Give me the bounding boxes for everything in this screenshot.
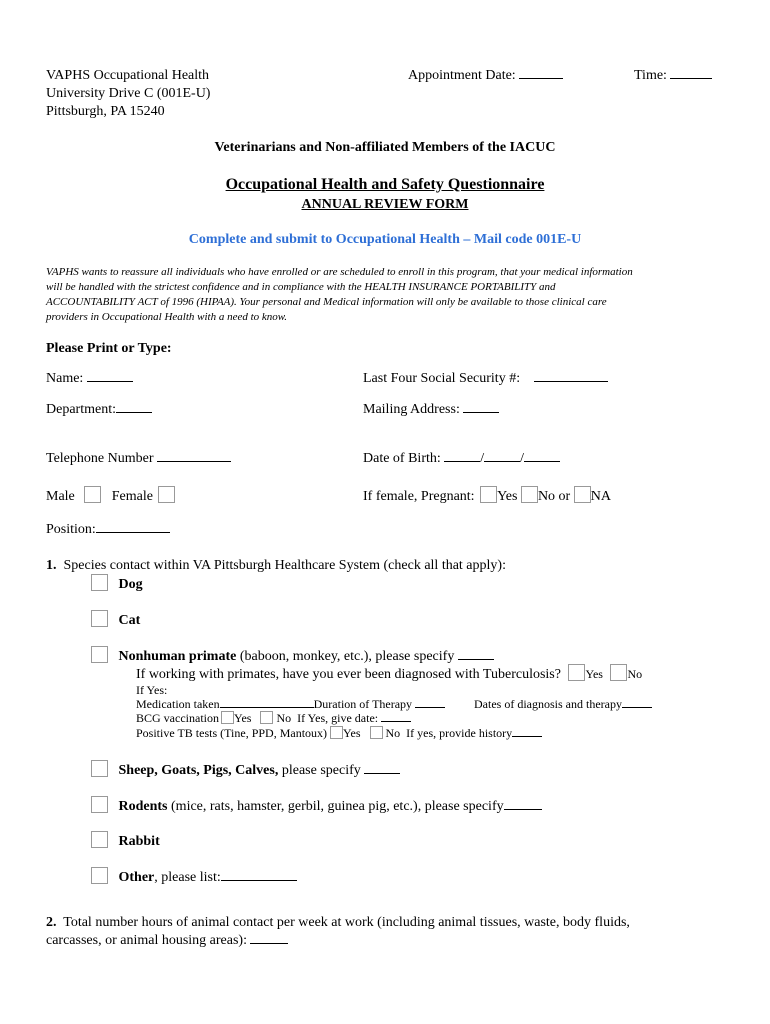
primate-specify-input[interactable]: [458, 649, 494, 660]
tb-yes-label: Yes: [585, 667, 603, 681]
department-label: Department:: [46, 402, 116, 417]
privacy-notice-line: VAPHS wants to reassure all individuals who have enrolled or are scheduled to enroll in this program, that your medical information: [46, 266, 633, 278]
species-cat: [91, 610, 140, 629]
tb-history-input[interactable]: [512, 726, 542, 737]
question-2-line: [46, 933, 288, 949]
dob-separator: /: [520, 451, 525, 466]
medication-row: [136, 697, 445, 712]
dog-label: Dog: [118, 577, 143, 592]
dates-field: [474, 697, 652, 712]
rodents-label: Rodents: [118, 799, 168, 814]
dob-field[interactable]: [363, 451, 560, 467]
bcg-no-label: No: [276, 711, 292, 725]
medication-label: Medication taken: [136, 697, 220, 711]
bcg-yes-label: Yes: [233, 711, 252, 725]
org-name: VAPHS Occupational Health: [46, 68, 210, 83]
bcg-label: BCG vaccination: [136, 711, 219, 725]
time-field[interactable]: [634, 68, 712, 84]
rodents-specify-input[interactable]: [504, 799, 542, 810]
telephone-field[interactable]: [46, 451, 231, 467]
pregnant-label: If female, Pregnant:: [363, 489, 475, 504]
livestock-label: Sheep, Goats, Pigs, Calves,: [118, 763, 279, 778]
telephone-label: Telephone Number: [46, 451, 154, 466]
pregnant-no-label: No or: [537, 489, 571, 504]
question-1-text: Species contact within VA Pittsburgh Healthcare System (check all that apply):: [63, 558, 506, 573]
species-rodents: [91, 796, 542, 815]
bcg-yes-checkbox[interactable]: [221, 711, 234, 724]
question-1-number: 1.: [46, 558, 57, 573]
privacy-notice-line: will be handled with the strictest confidence and in compliance with the HEALTH INSURANCE PORTABILITY and: [46, 281, 556, 293]
species-rabbit: [91, 831, 160, 850]
other-label: Other: [118, 870, 155, 885]
dates-label: Dates of diagnosis and therapy: [474, 697, 622, 711]
pregnant-no-checkbox[interactable]: [521, 486, 538, 503]
question-2-text-cont: carcasses, or animal housing areas):: [46, 933, 247, 948]
name-field[interactable]: [46, 371, 133, 387]
audience-heading: Veterinarians and Non-affiliated Members of the IACUC: [214, 140, 556, 155]
male-checkbox[interactable]: [84, 486, 101, 503]
appointment-date-label: Appointment Date:: [408, 68, 516, 83]
tb-tests-label: Positive TB tests (Tine, PPD, Mantoux): [136, 726, 328, 740]
tb-tests-row: [136, 726, 542, 741]
species-livestock: [91, 760, 400, 779]
other-list-input[interactable]: [221, 870, 297, 881]
question-2-line: [46, 915, 630, 931]
mailing-address-label: Mailing Address:: [363, 402, 460, 417]
tb-yes-checkbox[interactable]: [568, 664, 585, 681]
cat-checkbox[interactable]: [91, 610, 108, 627]
rabbit-checkbox[interactable]: [91, 831, 108, 848]
duration-label: Duration of Therapy: [313, 697, 413, 711]
species-primate: [91, 646, 494, 665]
org-city-line: Pittsburgh, PA 15240: [46, 104, 165, 119]
tb-tests-yes-checkbox[interactable]: [330, 726, 343, 739]
privacy-notice-line: ACCOUNTABILITY ACT of 1996 (HIPAA). Your personal and Medical information will only be available to those clinical care: [46, 296, 607, 308]
pregnant-yes-label: Yes: [497, 489, 518, 504]
rodents-specify-label: (mice, rats, hamster, gerbil, guinea pig, etc.), please specify: [167, 799, 504, 814]
medication-input[interactable]: [220, 697, 314, 708]
male-label: Male: [46, 489, 75, 504]
female-label: Female: [111, 489, 153, 504]
bcg-date-label: If Yes, give date:: [297, 711, 379, 725]
time-label: Time:: [634, 68, 667, 83]
dob-label: Date of Birth:: [363, 451, 441, 466]
livestock-checkbox[interactable]: [91, 760, 108, 777]
duration-input[interactable]: [415, 697, 445, 708]
species-dog: [91, 574, 143, 593]
tb-no-label: No: [627, 667, 643, 681]
position-field[interactable]: [46, 522, 170, 538]
rabbit-label: Rabbit: [118, 834, 160, 849]
if-yes-label: If Yes:: [136, 683, 168, 697]
tb-tests-no-label: No: [385, 726, 401, 740]
appointment-date-field[interactable]: [408, 68, 563, 84]
mailing-address-field[interactable]: [363, 402, 499, 418]
tb-tests-no-checkbox[interactable]: [370, 726, 383, 739]
species-other: [91, 867, 297, 886]
question-2-number: 2.: [46, 915, 57, 930]
tb-question-text: If working with primates, have you ever been diagnosed with Tuberculosis?: [136, 667, 561, 682]
other-checkbox[interactable]: [91, 867, 108, 884]
livestock-specify-label: please specify: [278, 763, 361, 778]
tb-history-label: If yes, provide history: [406, 726, 513, 740]
submit-instruction: Complete and submit to Occupational Health – Mail code 001E-U: [188, 232, 582, 247]
female-checkbox[interactable]: [158, 486, 175, 503]
bcg-date-input[interactable]: [381, 711, 411, 722]
pregnant-na-label: NA: [590, 489, 611, 504]
privacy-notice-line: providers in Occupational Health with a need to know.: [46, 311, 288, 323]
question-2-text: Total number hours of animal contact per week at work (including animal tissues, waste, body fluids,: [63, 915, 630, 930]
department-field[interactable]: [46, 402, 152, 418]
dates-input[interactable]: [622, 697, 652, 708]
tb-no-checkbox[interactable]: [610, 664, 627, 681]
pregnant-na-checkbox[interactable]: [574, 486, 591, 503]
name-label: Name:: [46, 371, 84, 386]
dob-separator: /: [480, 451, 485, 466]
position-label: Position:: [46, 522, 96, 537]
print-heading: Please Print or Type:: [46, 341, 172, 356]
ssn-field[interactable]: [363, 371, 608, 387]
pregnant-yes-checkbox[interactable]: [480, 486, 497, 503]
pregnancy-options: [363, 486, 611, 505]
tb-question: [136, 664, 642, 683]
primate-label: Nonhuman primate: [118, 649, 237, 664]
page-subtitle: ANNUAL REVIEW FORM: [301, 197, 469, 212]
primate-checkbox[interactable]: [91, 646, 108, 663]
question-1: [46, 558, 506, 574]
livestock-specify-input[interactable]: [364, 763, 400, 774]
cat-label: Cat: [118, 613, 141, 628]
page-title: Occupational Health and Safety Questionnaire: [225, 176, 545, 193]
animal-hours-input[interactable]: [250, 933, 288, 944]
sex-options: [46, 486, 175, 505]
ssn-label: Last Four Social Security #:: [363, 371, 521, 386]
other-list-label: , please list:: [154, 870, 221, 885]
dog-checkbox[interactable]: [91, 574, 108, 591]
primate-specify-label: (baboon, monkey, etc.), please specify: [236, 649, 455, 664]
rodents-checkbox[interactable]: [91, 796, 108, 813]
tb-tests-yes-label: Yes: [343, 726, 361, 740]
bcg-row: [136, 711, 411, 726]
org-address-line: University Drive C (001E-U): [46, 86, 211, 101]
bcg-no-checkbox[interactable]: [260, 711, 273, 724]
